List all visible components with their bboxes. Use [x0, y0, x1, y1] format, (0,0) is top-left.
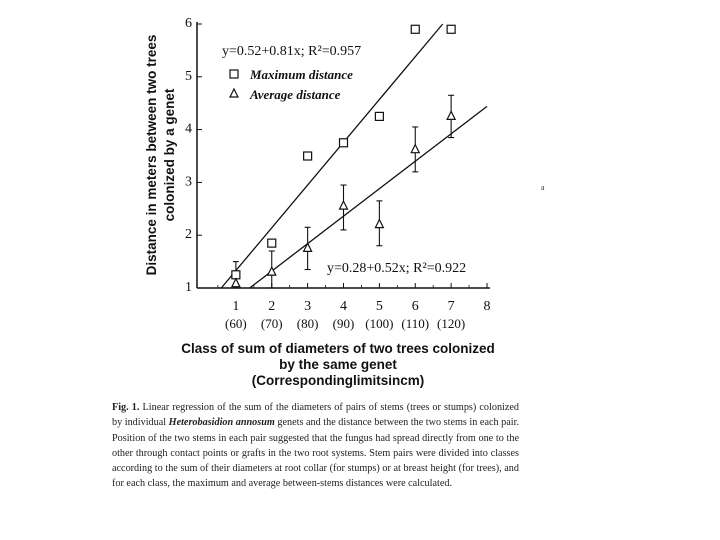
- regression-lines: [221, 24, 487, 288]
- x-axis-title-line1: Class of sum of diameters of two trees colonized: [181, 341, 495, 356]
- x-limit-label: (70): [260, 316, 283, 331]
- max-point-square: [375, 112, 383, 120]
- max-point-square: [268, 239, 276, 247]
- stray-mark: a: [541, 183, 545, 192]
- max-fit-line: [221, 24, 442, 288]
- legend: [230, 67, 353, 102]
- max-point-square: [304, 152, 312, 160]
- x-limit-label: (110): [401, 316, 430, 331]
- y-tick-label: 1: [185, 280, 192, 295]
- avg-point-triangle: [375, 220, 383, 228]
- x-tick-label: 1: [232, 299, 240, 314]
- legend-label-maximum: Maximum distance: [250, 67, 353, 82]
- y-axis-title-line2: colonized by a genet: [162, 88, 177, 222]
- legend-label-average: Average distance: [250, 87, 341, 102]
- max-point-square: [447, 25, 455, 33]
- legend-square-marker: [230, 70, 238, 78]
- x-tick-label: 7: [447, 299, 455, 314]
- legend-triangle-marker: [230, 89, 238, 97]
- x-tick-label: 2: [268, 299, 276, 314]
- max-point-square: [340, 139, 348, 147]
- avg-fit-equation: y=0.28+0.52x; R²=0.922: [327, 261, 467, 276]
- y-tick-label: 5: [185, 68, 192, 84]
- y-axis-title-line1: Distance in meters between two trees: [144, 34, 159, 276]
- y-tick-label: 2: [185, 227, 192, 243]
- x-limit-label: (120): [437, 316, 466, 331]
- max-point-square: [411, 25, 419, 33]
- x-limit-label: (80): [296, 316, 319, 331]
- x-axis-title-line3: (Correspondinglimitsincm): [251, 373, 425, 388]
- max-fit-equation: y=0.52+0.81x; R²=0.957: [222, 44, 362, 59]
- y-tick-label: 4: [185, 121, 192, 137]
- avg-point-triangle: [304, 243, 312, 251]
- caption-text-part2: genets and the distance between the two stems in each pair. Position of the two stems in each pair suggested that the fungus had spread directly from one to the other through contact points or grafts in the two root systems. Stem pairs were divided into classes according to the sum of their diameters at root collar (for stumps) or at breast height (for trees), and for each class, the maximum and average between-stems distances were calculated.: [112, 417, 519, 490]
- avg-point-triangle: [447, 111, 455, 119]
- figure-caption: [112, 400, 519, 492]
- x-tick-label: 3: [304, 299, 312, 314]
- y-ticks: [185, 16, 202, 295]
- caption-fig-label: Fig. 1.: [112, 402, 140, 413]
- avg-point-triangle: [411, 145, 419, 153]
- error-bars: [233, 95, 454, 288]
- x-limit-label: (100): [365, 316, 394, 331]
- plot-frame: [197, 22, 490, 288]
- x-limit-label: (90): [332, 316, 355, 331]
- avg-point-triangle: [340, 201, 348, 209]
- avg-point-triangle: [232, 279, 240, 287]
- caption-text-part1: Linear regression of the sum of the diameters of pairs of stems (trees or stumps) colonized by individual: [112, 402, 519, 429]
- x-axis-title-line2: by the same genet: [279, 357, 397, 372]
- y-tick-label: 3: [185, 174, 192, 190]
- x-limit-label: (60): [225, 316, 247, 331]
- y-tick-label: 6: [185, 16, 192, 31]
- x-tick-label: 4: [340, 299, 347, 314]
- x-tick-label: 5: [375, 299, 383, 314]
- x-tick-label: 8: [483, 299, 491, 314]
- x-ticks: [218, 283, 491, 331]
- caption-species: Heterobasidion annosum: [168, 417, 275, 429]
- x-tick-label: 6: [411, 299, 419, 314]
